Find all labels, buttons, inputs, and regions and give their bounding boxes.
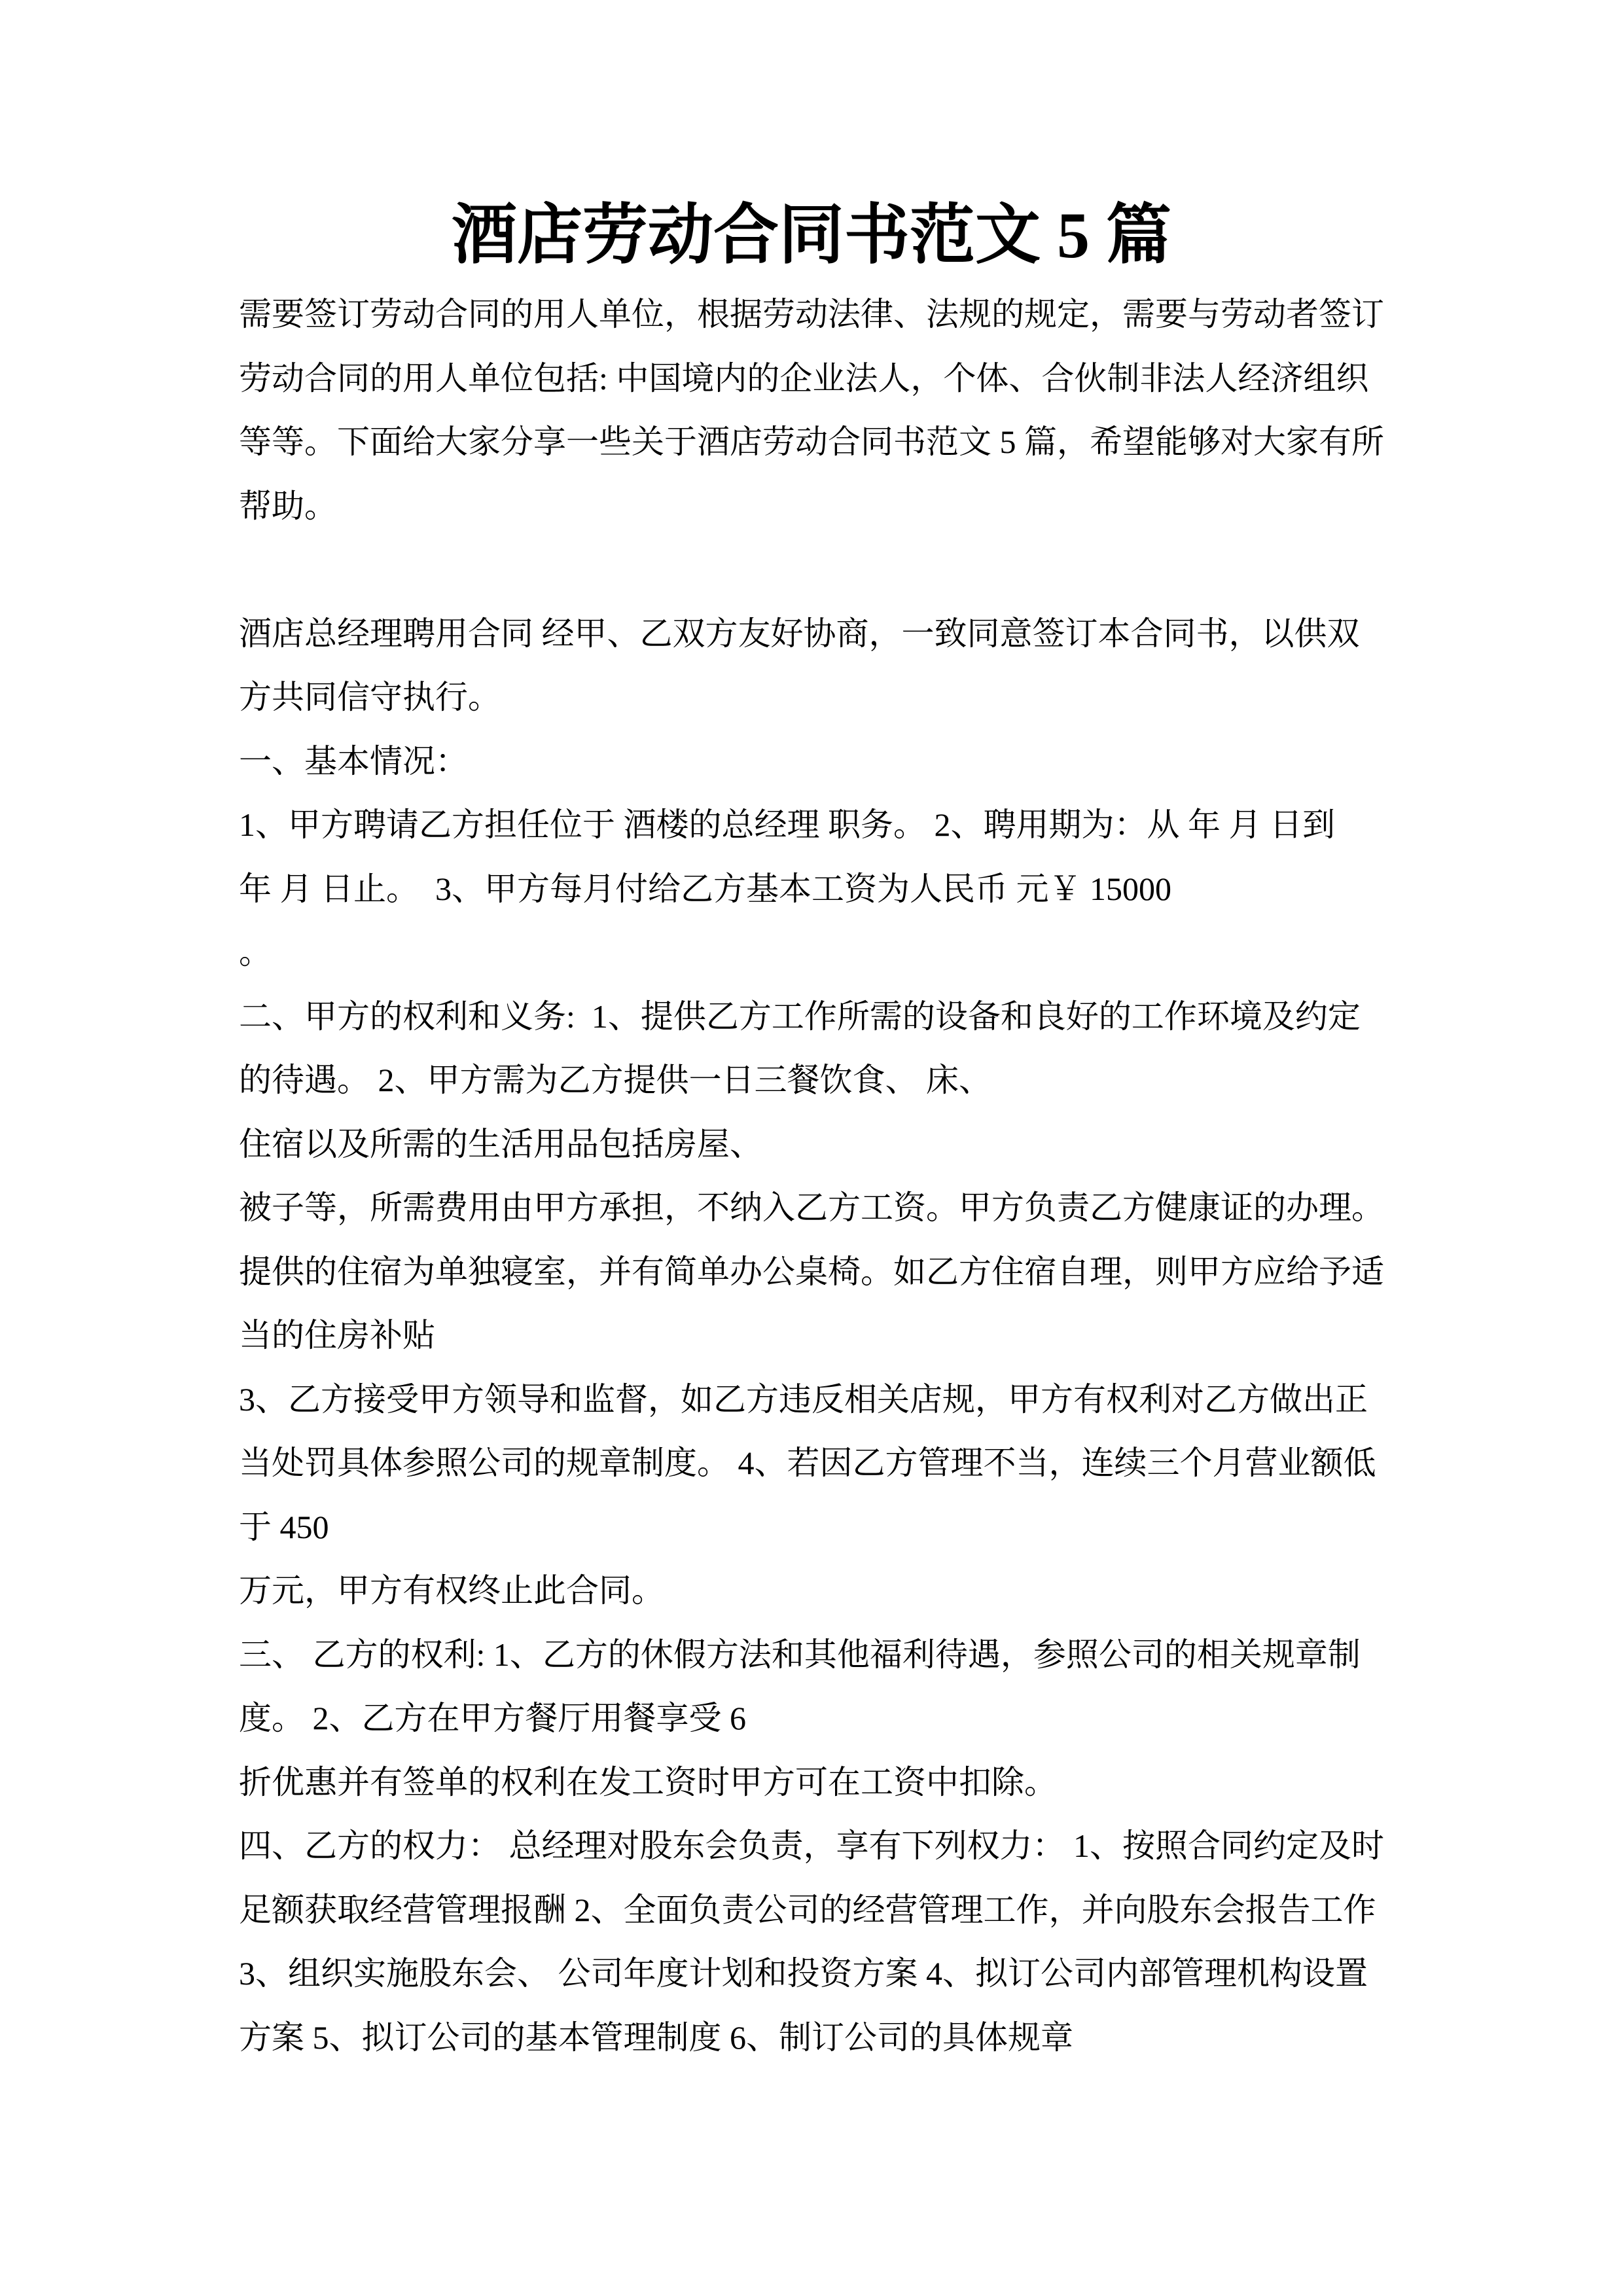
text-line: 于 450 [239,1508,329,1545]
text-line: 当的住房补贴 [239,1317,435,1354]
text-line: 万元，甲方有权终止此合同。 [239,1572,664,1609]
text-line: 帮助。 [239,487,337,524]
text-line: 住宿以及所需的生活用品包括房屋、 [239,1125,762,1162]
text-line: 足额获取经营管理报酬 2、全面负责公司的经营管理工作，并向股东会报告工作 [239,1891,1376,1928]
text-line: 二、甲方的权利和义务: 1、提供乙方工作所需的设备和良好的工作环境及约定 [239,997,1361,1035]
text-line: 被子等，所需费用由甲方承担，不纳入乙方工资。甲方负责乙方健康证的办理。 [239,1189,1384,1226]
text-line: 的待遇。 2、甲方需为乙方提供一日三餐饮食、 床、 [239,1062,991,1098]
text-line: 度。 2、乙方在甲方餐厅用餐享受 6 [239,1700,746,1736]
text-line: 折优惠并有签单的权利在发工资时甲方可在工资中扣除。 [239,1763,1057,1801]
text-line: 方案 5、拟订公司的基本管理制度 6、制订公司的具体规章 [239,2018,1073,2056]
text-line: 。 [239,934,272,971]
text-line: 当处罚具体参照公司的规章制度。 4、若因乙方管理不当，连续三个月营业额低 [239,1444,1376,1481]
text-line: 三、 乙方的权利: 1、乙方的休假方法和其他福利待遇，参照公司的相关规章制 [239,1636,1361,1673]
document-body [239,283,1391,2070]
text-line: 劳动合同的用人单位包括: 中国境内的企业法人，个体、合伙制非法人经济组织 [239,359,1369,397]
text-line: 酒店总经理聘用合同 经甲、乙双方友好协商，一致同意签订本合同书，以供双 [239,615,1360,652]
text-line: 3、乙方接受甲方领导和监督，如乙方违反相关店规，甲方有权利对乙方做出正 [239,1380,1368,1418]
text-line: 1、甲方聘请乙方担任位于 酒楼的总经理 职务。 2、聘用期为：从 年 月 日到 [239,806,1335,843]
text-line: 四、乙方的权力： 总经理对股东会负责，享有下列权力： 1、按照合同约定及时 [239,1827,1384,1864]
empty-line [239,538,1391,602]
text-line: 提供的住宿为单独寝室，并有简单办公桌椅。如乙方住宿自理，则甲方应给予适 [239,1253,1384,1290]
text-line: 一、基本情况： [239,742,468,780]
text-line: 年 月 日止。 3、甲方每月付给乙方基本工资为人民币 元￥ 15000 [239,870,1171,907]
text-line: 等等。下面给大家分享一些关于酒店劳动合同书范文 5 篇，希望能够对大家有所 [239,423,1384,460]
text-line: 3、组织实施股东会、 公司年度计划和投资方案 4、拟订公司内部管理机构设置 [239,1955,1368,1992]
text-line: 方共同信守执行。 [239,679,501,715]
text-line: 需要签订劳动合同的用人单位，根据劳动法律、法规的规定，需要与劳动者签订 [239,296,1384,332]
page-title: 酒店劳动合同书范文 5 篇 [452,199,1171,272]
